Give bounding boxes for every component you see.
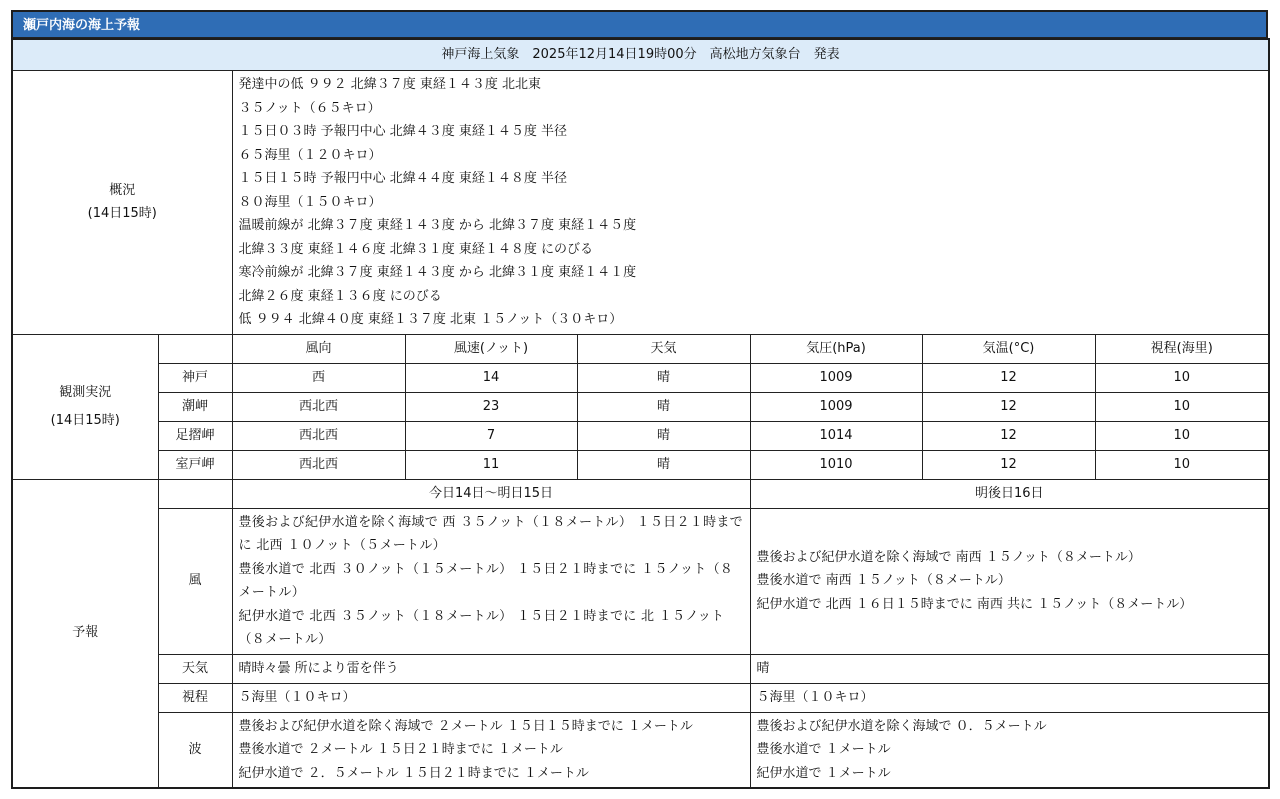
gaikyo-line: 寒冷前線が 北緯３７度 東経１４３度 から 北緯３１度 東経１４１度 — [238, 265, 637, 280]
gaikyo-label: 概況 — [109, 182, 136, 198]
station-name: 潮岬 — [158, 392, 232, 421]
page-title: 瀬戸内海の海上予報 — [11, 10, 1268, 38]
issuance-header: 神戸海上気象 2025年12月14日19時00分 高松地方気象台 発表 — [12, 39, 1269, 71]
table-cell: 14 — [405, 363, 577, 392]
forecast-document — [11, 10, 1268, 789]
column-header: 気圧(hPa) — [750, 334, 922, 363]
wave-line: 豊後水道で １メートル — [756, 742, 891, 757]
forecast-corner — [158, 479, 232, 508]
wave-line: 紀伊水道で １メートル — [756, 765, 891, 781]
wave-line: 紀伊水道で ２．５メートル １５日２１時までに １メートル — [238, 765, 589, 781]
table-cell: 10 — [1095, 421, 1269, 450]
table-cell: 晴 — [577, 450, 750, 479]
observation-time: (14日15時) — [50, 412, 120, 428]
table-cell: 晴 — [577, 421, 750, 450]
table-cell: 西北西 — [232, 421, 405, 450]
wind-line: 豊後および紀伊水道を除く海域で 南西 １５ノット（８メートル） — [756, 549, 1141, 565]
table-row — [12, 363, 1269, 392]
table-row — [12, 392, 1269, 421]
table-cell: 晴 — [577, 392, 750, 421]
gaikyo-time: (14日15時) — [87, 206, 157, 222]
table-cell: 12 — [922, 421, 1095, 450]
gaikyo-line: 発達中の低 ９９２ 北緯３７度 東経１４３度 北北東 — [238, 77, 542, 92]
table-row — [12, 450, 1269, 479]
wind-line: 紀伊水道で 北西 ３５ノット（１８メートル） １５日２１時までに 北 １５ノット（８メートル） — [238, 608, 725, 647]
station-name: 神戸 — [158, 363, 232, 392]
weather-label: 天気 — [158, 654, 232, 683]
column-header: 風向 — [232, 334, 405, 363]
station-name: 室戸岬 — [158, 450, 232, 479]
column-header: 気温(°C) — [922, 334, 1095, 363]
visibility-label: 視程 — [158, 683, 232, 712]
wind-forecast-day-after — [750, 508, 1269, 654]
column-header: 視程(海里) — [1095, 334, 1269, 363]
table-cell: 1009 — [750, 363, 922, 392]
wind-label: 風 — [158, 508, 232, 654]
wave-forecast-today — [232, 712, 750, 788]
table-cell: 晴 — [577, 363, 750, 392]
gaikyo-line: 北緯２６度 東経１３６度 にのびる — [238, 288, 442, 304]
wind-line: 豊後および紀伊水道を除く海域で 西 ３５ノット（１８メートル） １５日２１時までに 北西 １０ノット（５メートル） — [238, 514, 743, 553]
wind-line: 豊後水道で 北西 ３０ノット（１５メートル） １５日２１時までに １５ノット（８メートル） — [238, 561, 734, 600]
table-cell: 12 — [922, 450, 1095, 479]
gaikyo-line: 北緯３３度 東経１４６度 北緯３１度 東経１４８度 にのびる — [238, 241, 594, 257]
table-cell: 11 — [405, 450, 577, 479]
gaikyo-line: ６５海里（１２０キロ） — [238, 147, 382, 163]
wave-line: 豊後水道で ２メートル １５日２１時までに １メートル — [238, 742, 563, 757]
forecast-table — [11, 38, 1270, 789]
table-cell: 西北西 — [232, 450, 405, 479]
gaikyo-line: ８０海里（１５０キロ） — [238, 194, 382, 210]
column-header: 天気 — [577, 334, 750, 363]
wind-line: 豊後水道で 南西 １５ノット（８メートル） — [756, 573, 1011, 589]
table-cell: 西北西 — [232, 392, 405, 421]
forecast-label: 予報 — [12, 479, 158, 788]
weather-forecast-day-after: 晴 — [750, 654, 1269, 683]
table-cell: 西 — [232, 363, 405, 392]
forecast-period-2: 明後日16日 — [750, 479, 1269, 508]
visibility-forecast-day-after: ５海里（１０キロ） — [750, 683, 1269, 712]
table-cell: 12 — [922, 363, 1095, 392]
wave-line: 豊後および紀伊水道を除く海域で ０．５メートル — [756, 718, 1047, 734]
gaikyo-line: ３５ノット（６５キロ） — [238, 100, 381, 116]
wind-forecast-today — [232, 508, 750, 654]
column-header: 風速(ノット) — [405, 334, 577, 363]
gaikyo-line: １５日１５時 予報円中心 北緯４４度 東経１４８度 半径 — [238, 171, 568, 186]
table-cell: 1009 — [750, 392, 922, 421]
wave-label: 波 — [158, 712, 232, 788]
wave-forecast-day-after — [750, 712, 1269, 788]
gaikyo-line: 温暖前線が 北緯３７度 東経１４３度 から 北緯３７度 東経１４５度 — [238, 218, 637, 233]
wind-line: 紀伊水道で 北西 １６日１５時までに 南西 共に １５ノット（８メートル） — [756, 596, 1193, 612]
gaikyo-label-cell — [12, 71, 232, 335]
visibility-forecast-today: ５海里（１０キロ） — [232, 683, 750, 712]
gaikyo-line: １５日０３時 予報円中心 北緯４３度 東経１４５度 半径 — [238, 124, 568, 139]
gaikyo-line: 低 ９９４ 北緯４０度 東経１３７度 北東 １５ノット（３０キロ） — [238, 312, 623, 327]
gaikyo-text — [232, 71, 1269, 335]
table-cell: 1010 — [750, 450, 922, 479]
table-row — [12, 421, 1269, 450]
table-cell: 23 — [405, 392, 577, 421]
forecast-period-1: 今日14日〜明日15日 — [232, 479, 750, 508]
table-cell: 7 — [405, 421, 577, 450]
table-cell: 10 — [1095, 392, 1269, 421]
observation-label: 観測実況 — [59, 384, 112, 400]
station-name: 足摺岬 — [158, 421, 232, 450]
table-cell: 1014 — [750, 421, 922, 450]
observation-label-cell — [12, 334, 158, 479]
table-cell: 10 — [1095, 363, 1269, 392]
table-cell: 12 — [922, 392, 1095, 421]
observation-corner — [158, 334, 232, 363]
table-cell: 10 — [1095, 450, 1269, 479]
weather-forecast-today: 晴時々曇 所により雷を伴う — [232, 654, 750, 683]
wave-line: 豊後および紀伊水道を除く海域で ２メートル １５日１５時までに １メートル — [238, 718, 693, 734]
